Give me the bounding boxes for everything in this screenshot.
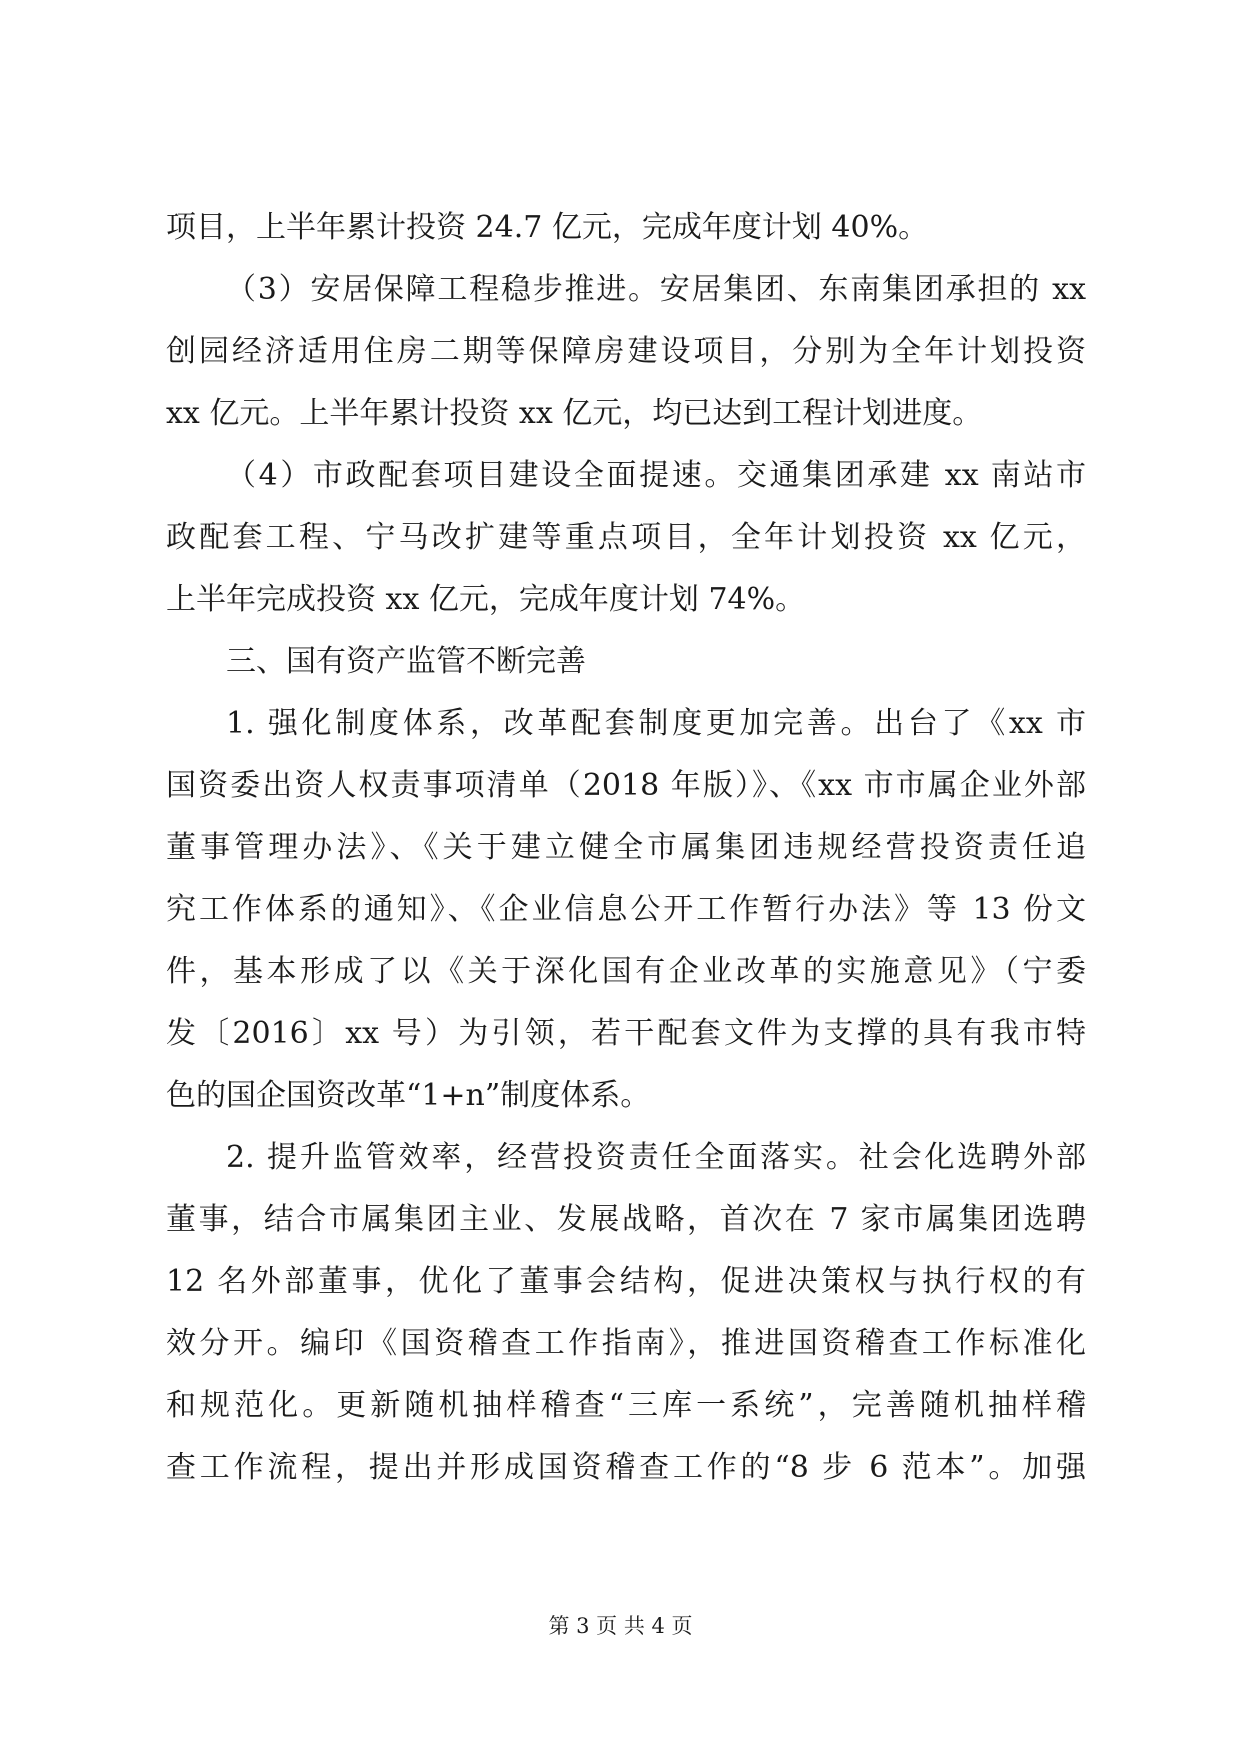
text-line: 政配套工程、宁马改扩建等重点项目，全年计划投资 xx 亿元， [166, 520, 1086, 555]
text-line: 色的国企国资改革“1+n”制度体系。 [166, 1078, 651, 1113]
paragraph-1 [166, 197, 1086, 259]
text-line: xx 亿元。上半年累计投资 xx 亿元，均已达到工程计划进度。 [166, 396, 983, 431]
text-line: 究工作体系的通知》、《企业信息公开工作暂行办法》等 13 份文 [166, 892, 1086, 927]
paragraph-3 [166, 445, 1086, 631]
paragraph-6 [166, 1127, 1086, 1499]
text-line: 董事管理办法》、《关于建立健全市属集团违规经营投资责任追 [166, 830, 1086, 865]
text-line: 查工作流程，提出并形成国资稽查工作的“8 步 6 范本”。加强 [166, 1450, 1086, 1485]
text-line: 效分开。编印《国资稽查工作指南》，推进国资稽查工作标准化 [166, 1326, 1086, 1361]
text-line: 12 名外部董事，优化了董事会结构，促进决策权与执行权的有 [166, 1264, 1086, 1299]
section-heading [166, 631, 1086, 693]
text-line: 创园经济适用住房二期等保障房建设项目，分别为全年计划投资 [166, 334, 1086, 369]
text-line: 国资委出资人权责事项清单（2018 年版）》、《xx 市市属企业外部 [166, 768, 1086, 803]
text-line: 和规范化。更新随机抽样稽查“三库一系统”，完善随机抽样稽 [166, 1388, 1086, 1423]
text-line: 发〔2016〕xx 号）为引领，若干配套文件为支撑的具有我市特 [166, 1016, 1086, 1051]
section-heading-text: 三、国有资产监管不断完善 [226, 644, 586, 679]
text-line: 2. 提升监管效率，经营投资责任全面落实。社会化选聘外部 [226, 1140, 1086, 1175]
text-line: 上半年完成投资 xx 亿元，完成年度计划 74%。 [166, 582, 806, 617]
document-body [166, 197, 1086, 1499]
text-line: 件，基本形成了以《关于深化国有企业改革的实施意见》（宁委 [166, 954, 1086, 989]
text-line: （4）市政配套项目建设全面提速。交通集团承建 xx 南站市 [226, 458, 1086, 493]
page-number: 第 3 页 共 4 页 [548, 1614, 693, 1638]
paragraph-2 [166, 259, 1086, 445]
text-line: （3）安居保障工程稳步推进。安居集团、东南集团承担的 xx [226, 272, 1086, 307]
page-footer [0, 1610, 1241, 1640]
text-line: 项目，上半年累计投资 24.7 亿元，完成年度计划 40%。 [166, 210, 929, 245]
paragraph-5 [166, 693, 1086, 1127]
text-line: 1. 强化制度体系，改革配套制度更加完善。出台了《xx 市 [226, 706, 1086, 741]
text-line: 董事，结合市属集团主业、发展战略，首次在 7 家市属集团选聘 [166, 1202, 1086, 1237]
